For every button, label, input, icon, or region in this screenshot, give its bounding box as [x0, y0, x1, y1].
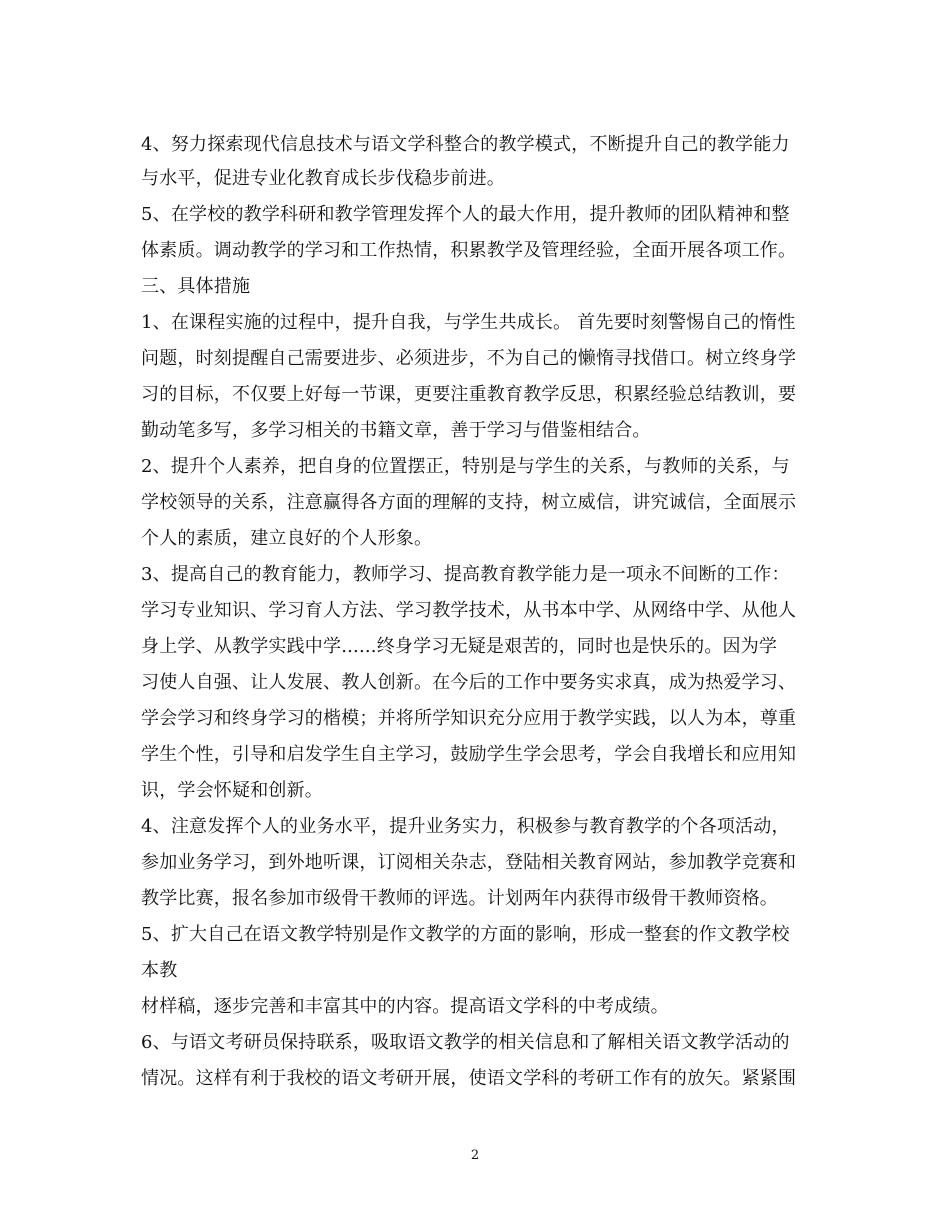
text-line: 问题，时刻提醒自己需要进步、必须进步，不为自己的懒惰寻找借口。树立终身学 — [141, 348, 797, 369]
text-line: 2、提升个人素养，把自身的位置摆正，特别是与学生的关系，与教师的关系，与 — [141, 456, 790, 477]
text-line: 习的目标，不仅要上好每一节课，更要注重教育教学反思，积累经验总结教训，要 — [141, 384, 797, 405]
text-line: 学校领导的关系，注意赢得各方面的理解的支持，树立威信，讲究诚信，全面展示 — [141, 492, 797, 513]
text-line: 个人的素质，建立良好的个人形象。 — [141, 528, 433, 549]
text-line: 勤动笔多写，多学习相关的书籍文章，善于学习与借鉴相结合。 — [141, 420, 651, 441]
page-number: 2 — [470, 1148, 480, 1163]
text-line: 4、努力探索现代信息技术与语文学科整合的教学模式，不断提升自己的教学能力 — [141, 134, 790, 155]
text-line: 5、扩大自己在语文教学特别是作文教学的方面的影响，形成一整套的作文教学校 — [141, 924, 790, 945]
text-line: 情况。这样有利于我校的语文考研开展，使语文学科的考研工作有的放矢。紧紧围 — [141, 1068, 797, 1089]
text-line: 与水平，促进专业化教育成长步伐稳步前进。 — [141, 168, 505, 189]
text-line: 学习专业知识、学习育人方法、学习教学技术，从书本中学、从网络中学、从他人 — [141, 600, 797, 621]
text-line: 体素质。调动教学的学习和工作热情，积累教学及管理经验，全面开展各项工作。 — [141, 240, 797, 261]
text-line: 本教 — [141, 960, 178, 981]
text-line: 习使人自强、让人发展、教人创新。在今后的工作中要务实求真，成为热爱学习、 — [141, 672, 797, 693]
section-heading: 三、具体措施 — [141, 276, 251, 297]
text-line: 参加业务学习，到外地听课，订阅相关杂志，登陆相关教育网站，参加教学竞赛和 — [141, 852, 797, 873]
text-line: 3、提高自己的教育能力，教师学习、提高教育教学能力是一项永不间断的工作： — [141, 564, 790, 585]
text-line: 4、注意发挥个人的业务水平，提升业务实力，积极参与教育教学的个各项活动， — [141, 816, 790, 837]
text-line: 5、在学校的教学科研和教学管理发挥个人的最大作用，提升教师的团队精神和整 — [141, 204, 790, 225]
text-line: 识，学会怀疑和创新。 — [141, 780, 323, 801]
text-line: 身上学、从教学实践中学......终身学习无疑是艰苦的，同时也是快乐的。因为学 — [141, 636, 778, 657]
text-line: 材样稿，逐步完善和丰富其中的内容。提高语文学科的中考成绩。 — [141, 996, 669, 1017]
text-line: 6、与语文考研员保持联系，吸取语文教学的相关信息和了解相关语文教学活动的 — [141, 1032, 790, 1053]
text-line: 1、在课程实施的过程中，提升自我，与学生共成长。 首先要时刻警惕自己的惰性 — [141, 312, 796, 333]
text-line: 学会学习和终身学习的楷模；并将所学知识充分应用于教学实践，以人为本，尊重 — [141, 708, 797, 729]
text-line: 学生个性，引导和启发学生自主学习，鼓励学生学会思考，学会自我增长和应用知 — [141, 744, 797, 765]
text-line: 教学比赛，报名参加市级骨干教师的评选。计划两年内获得市级骨干教师资格。 — [141, 888, 778, 909]
